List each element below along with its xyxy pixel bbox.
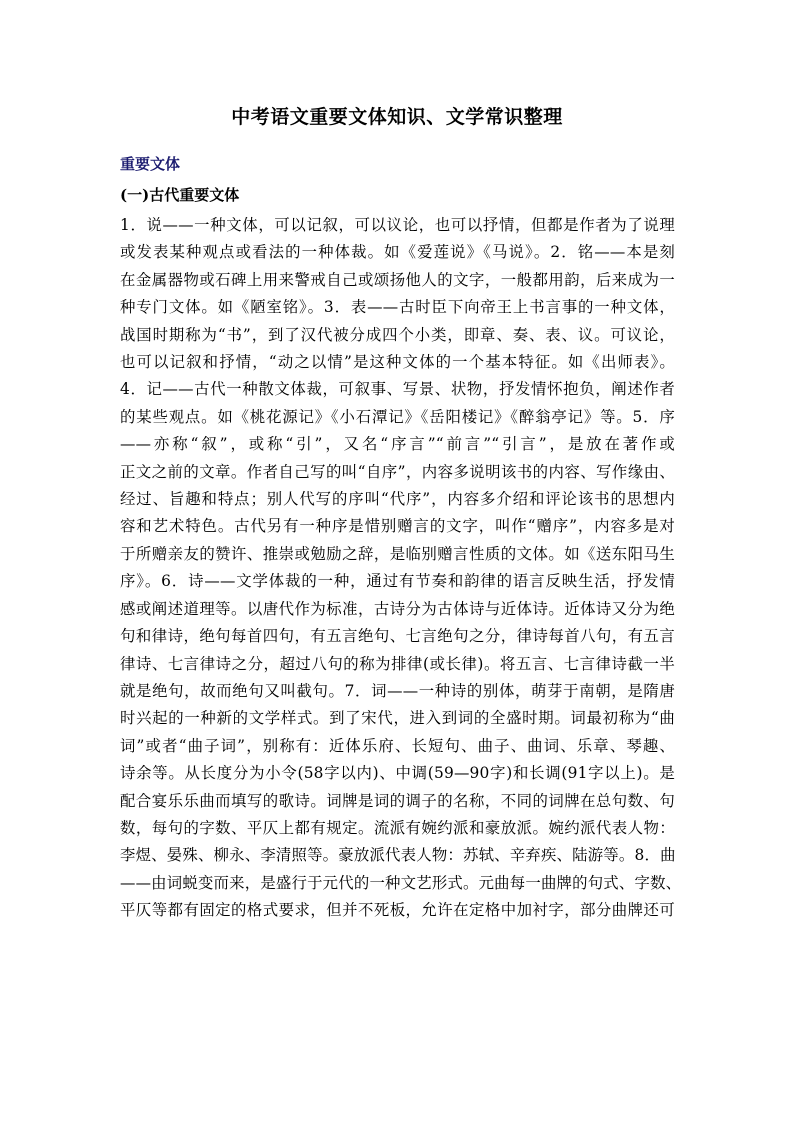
body-line: 经过、旨趣和特点；别人代写的序叫“代序”，内容多介绍和评论该书的思想内 (120, 490, 675, 509)
body-line: 战国时期称为“书”，到了汉代被分成四个小类，即章、奏、表、议。可议论， (120, 325, 675, 344)
body-line: 1．说——一种文体，可以记叙，可以议论，也可以抒情，但都是作者为了说理 (120, 216, 675, 234)
body-line: 容和艺术特色。古代另有一种序是惜别赠言的文字，叫作“赠序”，内容多是对 (120, 517, 675, 536)
body-line: 平仄等都有固定的格式要求，但并不死板，允许在定格中加衬字，部分曲牌还可 (120, 901, 675, 920)
body-line: 也可以记叙和抒情，“动之以情”是这种文体的一个基本特征。如《出师表》。 (120, 353, 675, 372)
section-heading: 重要文体 (120, 155, 181, 173)
sub-heading: (一)古代重要文体 (120, 186, 240, 204)
body-line: 于所赠亲友的赞许、推崇或勉励之辞，是临别赠言性质的文体。如《送东阳马生 (120, 544, 675, 563)
body-line: 的某些观点。如《桃花源记》《小石潭记》《岳阳楼记》《醉翁亭记》等。5．序 (120, 407, 675, 426)
body-line: 数，每句的字数、平仄上都有规定。流派有婉约派和豪放派。婉约派代表人物： (120, 818, 675, 837)
body-line: 时兴起的一种新的文学样式。到了宋代，进入到词的全盛时期。词最初称为“曲 (120, 709, 675, 728)
body-line: ——由词蜕变而来，是盛行于元代的一种文艺形式。元曲每一曲牌的句式、字数、 (120, 873, 682, 892)
body-line: 4．记——古代一种散文体裁，可叙事、写景、状物，抒发情怀抱负，阐述作者 (120, 380, 675, 399)
body-line: 诗余等。从长度分为小令(58字以内)、中调(59—90字)和长调(91字以上)。是 (120, 764, 675, 783)
body-line: 序》。6．诗——文学体裁的一种，通过有节奏和韵律的语言反映生活，抒发情 (120, 572, 675, 591)
body-line: ——亦称“叙”，或称“引”，又名“序言”“前言”“引言”，是放在著作或 (120, 435, 675, 454)
body-line: 词”或者“曲子词”，别称有：近体乐府、长短句、曲子、曲词、乐章、琴趣、 (120, 736, 675, 755)
body-line: 律诗、七言律诗之分，超过八句的称为排律(或长律)。将五言、七言律诗截一半 (120, 654, 675, 673)
document-title: 中考语文重要文体知识、文学常识整理 (231, 106, 563, 128)
body-line: 或发表某种观点或看法的一种体裁。如《爱莲说》《马说》。2．铭——本是刻 (120, 243, 675, 262)
body-line: 就是绝句，故而绝句又叫截句。7．词——一种诗的别体，萌芽于南朝，是隋唐 (120, 681, 675, 700)
body-line: 种专门文体。如《陋室铭》。3．表——古时臣下向帝王上书言事的一种文体， (120, 298, 675, 317)
body-paragraph (120, 212, 682, 925)
body-line: 李煜、晏殊、柳永、李清照等。豪放派代表人物：苏轼、辛弃疾、陆游等。8．曲 (120, 846, 676, 865)
body-line: 在金属器物或石碑上用来警戒自己或颂扬他人的文字，一般都用韵，后来成为一 (120, 270, 675, 289)
body-line: 配合宴乐乐曲而填写的歌诗。词牌是词的调子的名称，不同的词牌在总句数、句 (120, 791, 675, 810)
body-line: 句和律诗，绝句每首四句，有五言绝句、七言绝句之分，律诗每首八句，有五言 (120, 627, 675, 646)
body-line: 感或阐述道理等。以唐代作为标准，古诗分为古体诗与近体诗。近体诗又分为绝 (120, 599, 675, 618)
body-line: 正文之前的文章。作者自己写的叫“自序”，内容多说明该书的内容、写作缘由、 (120, 462, 675, 481)
